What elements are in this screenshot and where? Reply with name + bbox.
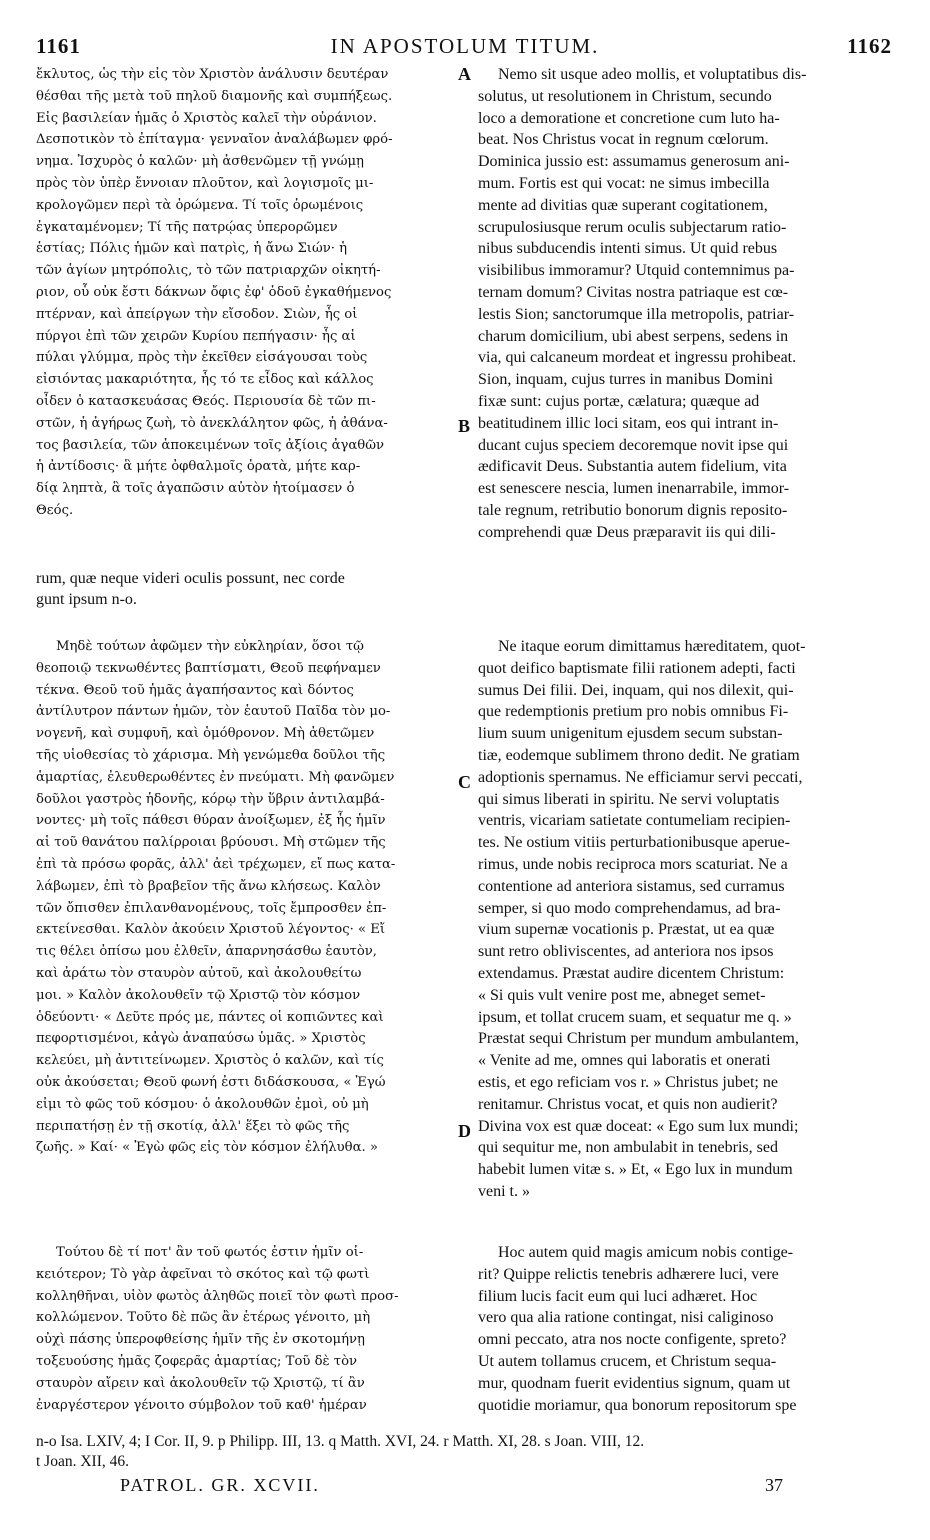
latin-text-line: mum. Fortis est qui vocat: ne simus imbecilla xyxy=(478,174,770,192)
greek-text-line: δοῦλοι γαστρὸς ἡδονῆς, κόρῳ τὴν ὕβριν ἀντιλαμβά- xyxy=(36,791,385,807)
greek-text-line: οὐχὶ πάσης ὑπεροφθείσης ἡμῖν τῆς ἐν σκοτομήνῃ xyxy=(36,1332,365,1348)
latin-text-line: que redemptionis pretium pro nobis omnibus Fi- xyxy=(478,703,789,721)
greek-text-line: ἁμαρτίας, ἐλευθερωθέντες ἐν πνεύματι. Μὴ φανῶμεν xyxy=(36,769,395,785)
latin-text-line: charum domicilium, ubi abest serpens, sedens in xyxy=(478,327,789,345)
latin-text-line: semper, si quo modo comprehendamus, ad bra- xyxy=(478,899,781,917)
latin-column-block-1 xyxy=(478,64,894,544)
latin-text-line: extendamus. Præstat audire dicentem Christum: xyxy=(478,964,785,982)
page-number-left: 1161 xyxy=(36,34,81,58)
latin-text-line: Ne itaque eorum dimittamus hæreditatem, quot- xyxy=(498,638,806,655)
latin-text-line: mur, quodnam fuerit evidentius signum, quam ut xyxy=(478,1374,791,1392)
greek-text-line: ἀντίλυτρον πάντων ἡμῶν, τὸν ἑαυτοῦ Παῖδα τὸν μο- xyxy=(36,704,391,720)
latin-continuation-line xyxy=(36,568,476,610)
latin-text-line: nibus subducendis intenti simus. Ut quid rebus xyxy=(478,240,778,258)
latin-text-line: « Si quis vult venire post me, abneget semet- xyxy=(478,986,766,1004)
page-number-right: 1162 xyxy=(847,34,892,58)
greek-text-line: στῶν, ἡ ἀγήρως ζωὴ, τὸ ἀνεκλάλητον φῶς, ἡ ἀθάνα- xyxy=(36,415,388,431)
greek-text-line: θέσθαι τῆς μετὰ τοῦ πηλοῦ διαμονῆς καὶ συμπήξεως. xyxy=(36,88,393,104)
latin-continuation-text-2: gunt ipsum n-o. xyxy=(36,591,137,608)
margin-marker-c: C xyxy=(458,772,471,792)
greek-text-line: τῆς υἱοθεσίας τὸ χάρισμα. Μὴ γενώμεθα δοῦλοι τῆς xyxy=(36,747,386,763)
latin-text-line: beatitudinem illic loci sitam, eos qui intrant in- xyxy=(478,414,779,432)
latin-continuation-text: rum, quæ neque videri oculis possunt, nec corde xyxy=(36,570,345,587)
greek-text-line: κελεύει, μὴ ἀντιτείνωμεν. Χριστὸς ὁ καλῶν, καὶ τίς xyxy=(36,1053,384,1069)
greek-column-block-1 xyxy=(36,64,471,522)
margin-marker-b: B xyxy=(458,416,471,436)
latin-text-line: omni peccato, atra nos nocte configente, spreto? xyxy=(478,1331,787,1349)
latin-text-line: beat. Nos Christus vocat in regnum cœlorum. xyxy=(478,131,769,149)
latin-text-line: Nemo sit usque adeo mollis, et voluptatibus dis- xyxy=(498,66,807,83)
greek-text-line: Μηδὲ τούτων ἀφῶμεν τὴν εὐκληρίαν, ὅσοι τῷ xyxy=(56,639,364,654)
greek-text-line: ἑστίας; Πόλις ἡμῶν καὶ πατρὶς, ἡ ἄνω Σιών· ἡ xyxy=(36,241,348,257)
greek-text-line: σταυρὸν αἴρειν καὶ ἀκολουθεῖν τῷ Χριστῷ, τί ἂν xyxy=(36,1375,365,1391)
greek-text-line: τῶν ἁγίων μητρόπολις, τὸ τῶν πατριαρχῶν οἰκητή- xyxy=(36,263,381,279)
margin-marker-a: A xyxy=(458,64,471,84)
greek-text-line: Εἰς βασιλείαν ἡμᾶς ὁ Χριστὸς καλεῖ τὴν οὐράνιον. xyxy=(36,110,377,126)
latin-text-line: Ut autem tollamus crucem, et Christum sequa- xyxy=(478,1352,777,1370)
greek-text-line: ἔκλυτος, ὡς τὴν εἰς τὸν Χριστὸν ἀνάλυσιν δευτέραν xyxy=(36,67,389,82)
latin-text-line: rit? Quippe relictis tenebris adhærere luci, vere xyxy=(478,1265,779,1283)
greek-text-line: αἱ τοῦ θανάτου παλίρροιαι βρύουσι. Μὴ στῶμεν τῆς xyxy=(36,835,386,851)
latin-text-line: Hoc autem quid magis amicum nobis contige- xyxy=(498,1244,794,1261)
latin-text-line: tiæ, eodemque sublimem throno dedit. Ne gratiam xyxy=(478,746,800,764)
latin-text-line: Sion, inquam, cujus turres in manibus Domini xyxy=(478,371,774,389)
greek-text-line: καὶ ἀράτω τὸν σταυρὸν αὐτοῦ, καὶ ἀκολουθείτω xyxy=(36,965,362,981)
latin-text-line: Dominica jussio est: assumamus generosum ani- xyxy=(478,153,790,171)
greek-text-line: οὐκ ἀκούσεται; Θεοῦ φωνή ἐστι διδάσκουσα, « Ἐγώ xyxy=(36,1074,386,1090)
series-signature: PATROL. GR. XCVII. xyxy=(120,1475,320,1495)
greek-text-line: τέκνα. Θεοῦ τοῦ ἡμᾶς ἀγαπήσαντος καὶ δόντος xyxy=(36,682,354,698)
margin-marker-d: D xyxy=(458,1121,471,1141)
latin-text-line: qui simus liberati in spiritu. Ne servi voluptatis xyxy=(478,790,780,808)
running-title: IN APOSTOLUM TITUM. xyxy=(330,34,600,58)
greek-text-line: Δεσποτικὸν τὸ ἐπίταγμα· γενναῖον ἀναλάβωμεν φρό- xyxy=(36,132,393,148)
latin-text-line: lium suum unigenitum ejusdem secum substan- xyxy=(478,725,783,743)
greek-text-line: οἶδεν ὁ κατασκευάσας Θεός. Περιουσία δὲ τῶν πι- xyxy=(36,393,376,409)
latin-text-line: lestis Sion; sanctorumque illa metropolis, patriar- xyxy=(478,305,795,323)
footnotes xyxy=(36,1432,896,1472)
latin-column-block-2 xyxy=(478,636,894,1203)
latin-text-line: fixæ sunt: cujus portæ, cælatura; quæque ad xyxy=(478,392,760,410)
latin-text-line: mente ad divitias quæ superant cogitationem, xyxy=(478,196,768,214)
latin-text-line: vium supernæ vocationis p. Præstat, ut ea quæ xyxy=(478,921,775,939)
greek-column-block-3 xyxy=(36,1242,468,1416)
greek-text-line: πεφορτισμένοι, κἀγὼ ἀναπαύσω ὑμᾶς. » Χριστὸς xyxy=(36,1031,366,1047)
latin-text-line: scrupulosiusque rerum oculis subjectarum ratio- xyxy=(478,218,787,236)
latin-text-line: renitamur. Christus vocat, et quis non audierit? xyxy=(478,1095,778,1113)
greek-text-line: δίᾳ ληπτὰ, ἃ τοῖς ἀγαπῶσιν αὐτὸν ἡτοίμασεν ὁ xyxy=(36,481,355,497)
latin-text-line: tes. Ne ostium vitiis perturbationibusque aperue- xyxy=(478,834,790,852)
greek-text-line: Τούτου δὲ τί ποτ' ἂν τοῦ φωτός ἐστιν ἡμῖν οἰ- xyxy=(56,1245,364,1260)
greek-text-line: θεοποιῷ τεκνωθέντες βαπτίσματι, Θεοῦ πεφήναμεν xyxy=(36,660,381,676)
footnote-line: n-o Isa. LXIV, 4; I Cor. II, 9. p Philipp. III, 13. q Matth. XVI, 24. r Matth. XI, 28. s Joan. VIII, 12. xyxy=(36,1433,645,1450)
greek-text-line: πτέρναν, καὶ ἀπείργων τὴν εἴσοδον. Σιὼν, ἧς οἱ xyxy=(36,306,358,322)
latin-text-line: rimus, unde nobis reciproca mors scaturiat. Ne a xyxy=(478,855,788,873)
latin-text-line: tale regnum, retributio bonorum dignis reposito- xyxy=(478,501,788,519)
greek-text-line: πύργοι ἐπὶ τῶν χειρῶν Κυρίου πεπήγασιν· ἧς αἱ xyxy=(36,328,356,344)
greek-text-line: ἐπὶ τὰ πρόσω φορᾶς, ἀλλ' ἀεὶ τρέχωμεν, εἴ πως κατα- xyxy=(36,856,396,872)
greek-text-line: κολλώμενον. Τοῦτο δὲ πῶς ἂν ἑτέρως γένοιτο, μὴ xyxy=(36,1310,371,1326)
greek-text-line: μοι. » Καλὸν ἀκολουθεῖν τῷ Χριστῷ τὸν κόσμον xyxy=(36,987,361,1003)
greek-text-line: τος βασιλεία, τῶν ἀποκειμένων τοῖς ἀξίοις ἀγαθῶν xyxy=(36,437,384,453)
latin-text-line: contentione ad anteriora sistamus, sed curramus xyxy=(478,877,785,895)
latin-text-line: sumus Dei filii. Dei, inquam, qui nos dilexit, qui- xyxy=(478,681,794,699)
greek-text-line: πύλαι γλύμμα, πρὸς τὴν ἐκεῖθεν εἰσάγουσαι τοὺς xyxy=(36,350,368,366)
greek-text-line: τοξευούσης ἡμᾶς ζοφερᾶς ἁμαρτίας; Τοῦ δὲ τὸν xyxy=(36,1353,358,1369)
greek-text-line: νημα. Ἰσχυρὸς ὁ καλῶν· μὴ ἀσθενῶμεν τῇ γνώμῃ xyxy=(36,154,364,170)
greek-text-line: τις θέλει ὀπίσω μου ἐλθεῖν, ἀπαρνησάσθω ἑαυτὸν, xyxy=(36,944,377,960)
greek-text-line: τῶν ὄπισθεν ἐπιλανθανομένους, τοῖς ἔμπροσθεν ἐπ- xyxy=(36,900,387,916)
greek-text-line: κολληθῆναι, υἱὸν φωτὸς ἀληθῶς ποιεῖ τὸν φωτὶ προσ- xyxy=(36,1288,399,1304)
latin-text-line: visibilibus immoramur? Utquid contemnimus pa- xyxy=(478,262,795,280)
latin-text-line: comprehendi quæ Deus præparavit iis qui dili- xyxy=(478,523,776,541)
greek-text-line: εἰμι τὸ φῶς τοῦ κόσμου· ὁ ἀκολουθῶν ἐμοὶ, οὐ μὴ xyxy=(36,1096,369,1112)
greek-text-line: κρολογῶμεν περὶ τὰ ὁρώμενα. Τί τοῖς ὁρωμένοις xyxy=(36,197,364,213)
latin-text-line: solutus, ut resolutionem in Christum, secundo xyxy=(478,87,772,105)
footnote-line: t Joan. XII, 46. xyxy=(36,1453,129,1470)
latin-text-line: ædificavit Deus. Substantia autem fidelium, vita xyxy=(478,458,787,476)
greek-text-line: ἡ ἀντίδοσις· ἃ μήτε ὀφθαλμοῖς ὁρατὰ, μήτε καρ- xyxy=(36,459,361,475)
latin-text-line: quot deifico baptismate filii rationem adepti, facti xyxy=(478,659,796,677)
latin-text-line: vero qua alia ratione contingat, nisi caliginoso xyxy=(478,1309,774,1327)
greek-text-line: πρὸς τὸν ὑπὲρ ἔννοιαν πλοῦτον, καὶ λογισμοῖς μι- xyxy=(36,175,374,191)
greek-text-line: κειότερον; Τὸ γὰρ ἀφεῖναι τὸ σκότος καὶ τῷ φωτὶ xyxy=(36,1266,370,1282)
latin-text-line: adoptionis spernamus. Ne efficiamur servi peccati, xyxy=(478,768,803,786)
latin-text-line: qui sequitur me, non ambulabit in tenebris, sed xyxy=(478,1139,778,1157)
greek-text-line: ἐγκαταμένομεν; Τί τῆς πατρῴας ὑπερορῶμεν xyxy=(36,219,338,235)
latin-text-line: veni t. » xyxy=(478,1182,530,1200)
greek-text-line: Θεός. xyxy=(36,502,74,518)
greek-text-line: εκτείνεσθαι. Καλὸν ἀκούειν Χριστοῦ λέγοντος· « Εἴ xyxy=(36,922,386,938)
latin-text-line: loco a demoratione et concretione cum luto ha- xyxy=(478,109,780,127)
latin-column-block-3 xyxy=(478,1242,894,1416)
latin-text-line: ternam domum? Civitas nostra patriaque est cœ- xyxy=(478,283,789,301)
greek-column-block-2 xyxy=(36,636,468,1159)
greek-text-line: εἰσιόντας μακαριότητα, ἧς τό τε εἶδος καὶ κάλλος xyxy=(36,372,374,388)
latin-text-line: habebit lumen vitæ s. » Et, « Ego lux in mundum xyxy=(478,1161,793,1179)
latin-text-line: filium lucis facit eum qui luci adhæret. Hoc xyxy=(478,1287,758,1305)
latin-text-line: ipsum, et tollat crucem suam, et sequatur me q. » xyxy=(478,1008,792,1026)
latin-text-line: ducant cujus speciem decoremque novit ipse qui xyxy=(478,436,789,454)
latin-text-line: Divina vox est quæ doceat: « Ego sum lux mundi; xyxy=(478,1117,799,1135)
greek-text-line: νογενῆ, καὶ συμφυῆ, καὶ ὁμόθρονον. Μὴ ἀθετῶμεν xyxy=(36,726,375,742)
latin-text-line: quotidie moriamur, qua bonorum repositorum spe xyxy=(478,1396,797,1414)
signature-number: 37 xyxy=(765,1475,783,1495)
latin-text-line: est senescere nescia, lumen inenarrabile, immor- xyxy=(478,480,790,498)
latin-text-line: estis, et ego reficiam vos r. » Christus jubet; ne xyxy=(478,1073,778,1091)
greek-text-line: ὁδεύοντι· « Δεῦτε πρός με, πάντες οἱ κοπιῶντες καὶ xyxy=(36,1009,384,1025)
greek-text-line: ἐναργέστερον γένοιτο σύμβολον τοῦ καθ' ἡμέραν xyxy=(36,1397,367,1413)
latin-text-line: Præstat sequi Christum per mundum ambulantem, xyxy=(478,1030,799,1048)
latin-text-line: sunt retro obliviscentes, ad anteriora nos ipsos xyxy=(478,943,774,961)
latin-text-line: ventris, vicariam satietate contumeliam recipien- xyxy=(478,812,791,830)
greek-text-line: λάβωμεν, ἐπὶ τὸ βραβεῖον τῆς ἄνω κλήσεως. Καλὸν xyxy=(36,878,381,894)
latin-text-line: via, qui calcaneum mordeat et ingressu prohibeat. xyxy=(478,349,797,367)
greek-text-line: περιπατήσῃ ἐν τῇ σκοτίᾳ, ἀλλ' ἕξει τὸ φῶς τῆς xyxy=(36,1118,350,1134)
greek-text-line: νοντες· μὴ τοῖς πάθεσι θύραν ἀνοίξωμεν, ἐξ ἧς ἡμῖν xyxy=(36,813,386,829)
greek-text-line: ζωῆς. » Καί· « Ἐγὼ φῶς εἰς τὸν κόσμον ἐλήλυθα. » xyxy=(36,1140,378,1156)
greek-text-line: ριον, οὗ οὐκ ἔστι δάκνων ὄφις ἐφ' ὁδοῦ ἐγκαθήμενος xyxy=(36,284,392,300)
latin-text-line: « Venite ad me, omnes qui laboratis et onerati xyxy=(478,1052,771,1070)
